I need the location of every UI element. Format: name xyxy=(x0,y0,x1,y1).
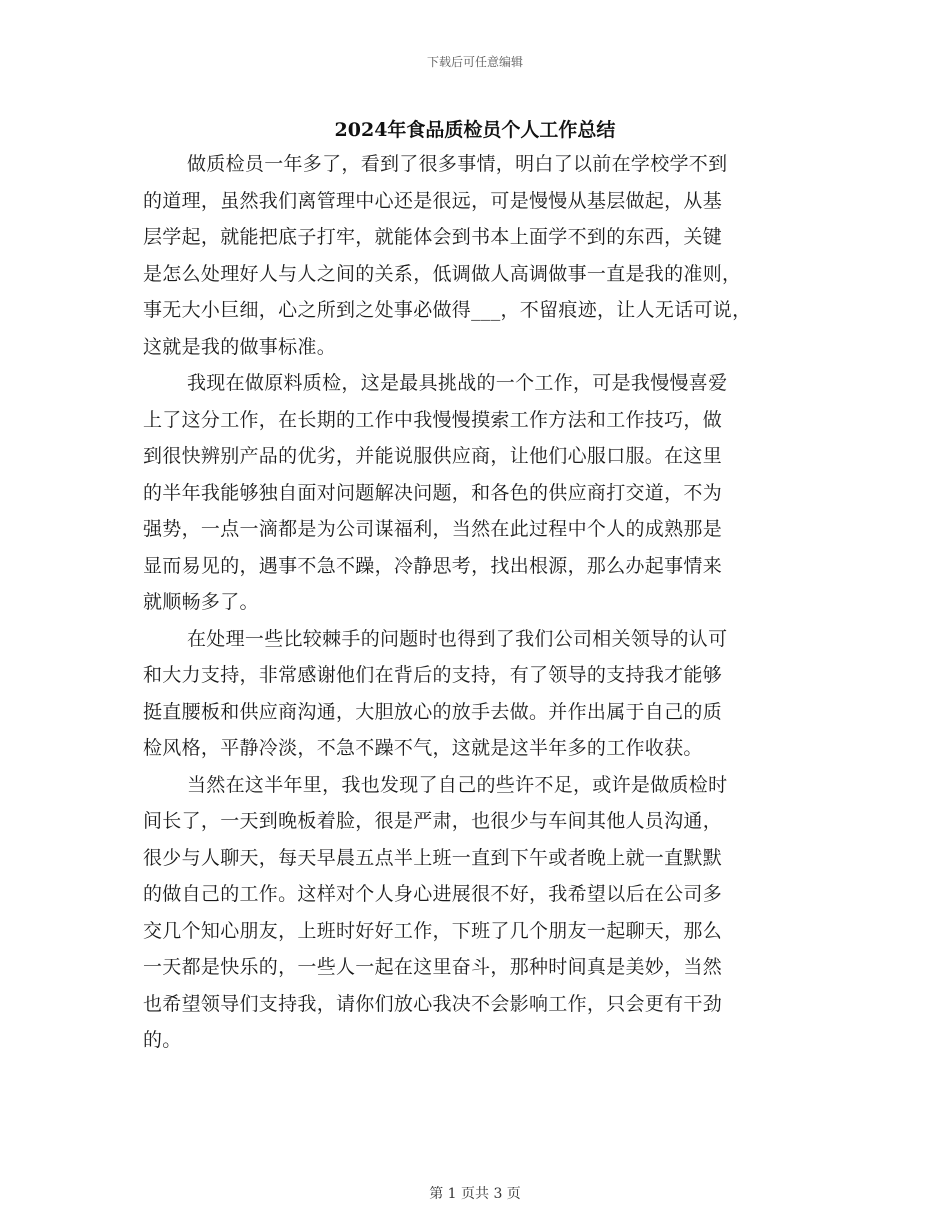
paragraph-line: 间长了，一天到晚板着脸，很是严肃，也很少与车间其他人员沟通， xyxy=(143,810,723,832)
paragraph-line: 就顺畅多了。 xyxy=(143,591,259,613)
paragraph-line: 在处理一些比较棘手的问题时也得到了我们公司相关领导的认可 xyxy=(187,627,728,650)
paragraph-line: 和大力支持，非常感谢他们在背后的支持，有了领导的支持我才能够 xyxy=(143,664,723,686)
paragraph-line: 层学起，就能把底子打牢，就能体会到书本上面学不到的东西，关键 xyxy=(143,226,723,248)
paragraph-line: 做质检员一年多了，看到了很多事情，明白了以前在学校学不到 xyxy=(187,153,728,175)
paragraph-line: 到很快辨别产品的优劣，并能说服供应商，让他们心服口服。在这里 xyxy=(143,445,723,467)
paragraph-3 xyxy=(143,621,823,767)
paragraph-line: 显而易见的，遇事不急不躁，冷静思考，找出根源，那么办起事情来 xyxy=(143,554,723,577)
paragraph-line: 检风格，平静冷淡，不急不躁不气，这就是这半年多的工作收获。 xyxy=(143,737,703,759)
paragraph-1 xyxy=(143,146,823,365)
paragraph-line: 的做自己的工作。这样对个人身心进展很不好，我希望以后在公司多 xyxy=(143,883,723,905)
paragraph-line: 我现在做原料质检，这是最具挑战的一个工作，可是我慢慢喜爱 xyxy=(187,372,728,394)
document-body xyxy=(143,146,823,1059)
paragraph-line: 的。 xyxy=(143,1029,182,1051)
paragraph-line: 事无大小巨细，心之所到之处事必做得___，不留痕迹，让人无话可说， xyxy=(143,299,752,321)
paragraph-line: 一天都是快乐的，一些人一起在这里奋斗，那种时间真是美妙，当然 xyxy=(143,956,723,978)
paragraph-line: 也希望领导们支持我，请你们放心我决不会影响工作，只会更有干劲 xyxy=(143,992,723,1015)
document-title: 2024年食品质检员个人工作总结 xyxy=(334,119,616,141)
paragraph-line: 的半年我能够独自面对问题解决问题，和各色的供应商打交道，不为 xyxy=(143,481,723,504)
paragraph-line: 上了这分工作，在长期的工作中我慢慢摸索工作方法和工作技巧，做 xyxy=(143,408,723,431)
paragraph-line: 是怎么处理好人与人之间的关系，低调做人高调做事一直是我的准则， xyxy=(143,262,742,285)
paragraph-2 xyxy=(143,365,823,621)
page-header: 下载后可任意编辑 xyxy=(426,55,523,69)
paragraph-line: 很少与人聊天，每天早晨五点半上班一直到下午或者晚上就一直默默 xyxy=(143,846,723,869)
paragraph-line: 交几个知心朋友，上班时好好工作，下班了几个朋友一起聊天，那么 xyxy=(143,919,723,942)
paragraph-line: 当然在这半年里，我也发现了自己的些许不足，或许是做质检时 xyxy=(187,773,728,796)
page-footer: 第 1 页共 3 页 xyxy=(429,1186,521,1202)
paragraph-line: 强势，一点一滴都是为公司谋福利，当然在此过程中个人的成熟那是 xyxy=(143,518,723,540)
paragraph-line: 挺直腰板和供应商沟通，大胆放心的放手去做。并作出属于自己的质 xyxy=(143,700,723,723)
paragraph-line: 这就是我的做事标准。 xyxy=(143,335,337,358)
paragraph-4 xyxy=(143,767,823,1059)
paragraph-line: 的道理，虽然我们离管理中心还是很远，可是慢慢从基层做起，从基 xyxy=(143,189,723,212)
